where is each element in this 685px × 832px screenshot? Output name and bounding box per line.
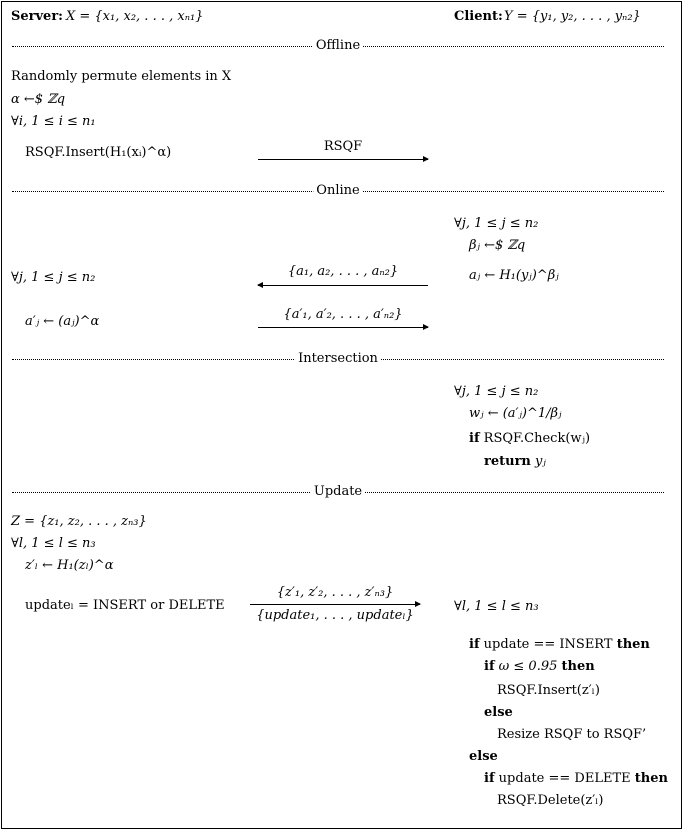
rsqf-insert-call: RSQF.Insert(z′ₗ) [497, 683, 600, 698]
check-line [469, 431, 590, 447]
server-set: X = {x₁, x₂, . . . , xₙ₁} [66, 9, 204, 24]
client-set: Y = {y₁, y₂, . . . , yₙ₂} [504, 9, 641, 24]
protocol-frame [1, 1, 682, 829]
z-set: Z = {z₁, z₂, . . . , zₙ₃} [11, 514, 147, 529]
if-delete-line [484, 771, 668, 787]
client-label: Client: [454, 9, 503, 24]
rsqf-insert-step: RSQF.Insert(H₁(xᵢ)^α) [25, 145, 172, 160]
else-keyword: else [484, 705, 513, 720]
update-arrow [250, 604, 420, 605]
resize-step: Resize RSQF to RSQF’ [497, 727, 647, 742]
z-prime-set-label: {z′₁, z′₂, . . . , z′ₙ₃} [276, 585, 394, 600]
else-keyword-outer: else [469, 749, 498, 764]
permute-step: Randomly permute elements in X [11, 69, 232, 84]
rsqf-arrow [258, 159, 428, 160]
a-compute: aⱼ ← H₁(yⱼ)^βⱼ [469, 268, 559, 283]
a-prime-compute: a′ⱼ ← (aⱼ)^α [25, 314, 100, 329]
rsqf-delete-call: RSQF.Delete(z′ₗ) [497, 793, 604, 808]
update-divider [12, 484, 664, 500]
alpha-sample: α ←$ ℤq [11, 92, 66, 107]
online-divider [12, 183, 664, 199]
then-keyword: then [634, 771, 668, 786]
intersection-divider [12, 351, 664, 367]
if-keyword: if [469, 431, 480, 446]
return-value: yⱼ [535, 454, 546, 469]
update-section-label: Update [311, 484, 365, 500]
if-keyword: if [469, 637, 480, 652]
beta-sample: βⱼ ←$ ℤq [469, 238, 526, 253]
return-line [484, 454, 546, 470]
delete-condition: update == DELETE [498, 771, 631, 786]
intersection-section-label: Intersection [295, 351, 381, 367]
a-prime-set-arrow [258, 327, 428, 328]
if-keyword: if [484, 659, 495, 674]
online-section-label: Online [313, 183, 362, 199]
offline-divider [12, 38, 664, 54]
update-loop: ∀l, 1 ≤ l ≤ n₃ [11, 536, 96, 551]
intersect-loop: ∀j, 1 ≤ j ≤ n₂ [454, 384, 539, 399]
rsqf-check: RSQF.Check(wⱼ) [483, 431, 591, 446]
rsqf-arrow-label: RSQF [323, 139, 363, 154]
offline-section-label: Offline [313, 38, 363, 54]
w-compute: wⱼ ← (a′ⱼ)^1/βⱼ [469, 406, 562, 421]
update-set-label: {update₁, . . . , updateₗ} [256, 608, 414, 623]
update-type: updateₗ = INSERT or DELETE [25, 598, 225, 613]
then-keyword: then [616, 637, 650, 652]
load-condition: ω ≤ 0.95 [498, 659, 558, 674]
a-prime-set-label: {a′₁, a′₂, . . . , a′ₙ₂} [283, 307, 403, 322]
client-update-loop: ∀l, 1 ≤ l ≤ n₃ [454, 599, 539, 614]
a-set-label: {a₁, a₂, . . . , aₙ₂} [287, 264, 399, 279]
client-loop-j: ∀j, 1 ≤ j ≤ n₂ [454, 216, 539, 231]
if-keyword: if [484, 771, 495, 786]
server-label: Server: [11, 9, 63, 24]
insert-condition: update == INSERT [483, 637, 613, 652]
then-keyword: then [561, 659, 595, 674]
server-loop: ∀i, 1 ≤ i ≤ n₁ [11, 114, 96, 129]
if-load-line [484, 659, 595, 675]
return-keyword: return [484, 454, 531, 469]
z-prime-compute: z′ₗ ← H₁(zₗ)^α [25, 558, 114, 573]
server-loop-j: ∀j, 1 ≤ j ≤ n₂ [11, 270, 96, 285]
if-insert-line [469, 637, 650, 653]
a-set-arrow [258, 285, 428, 286]
